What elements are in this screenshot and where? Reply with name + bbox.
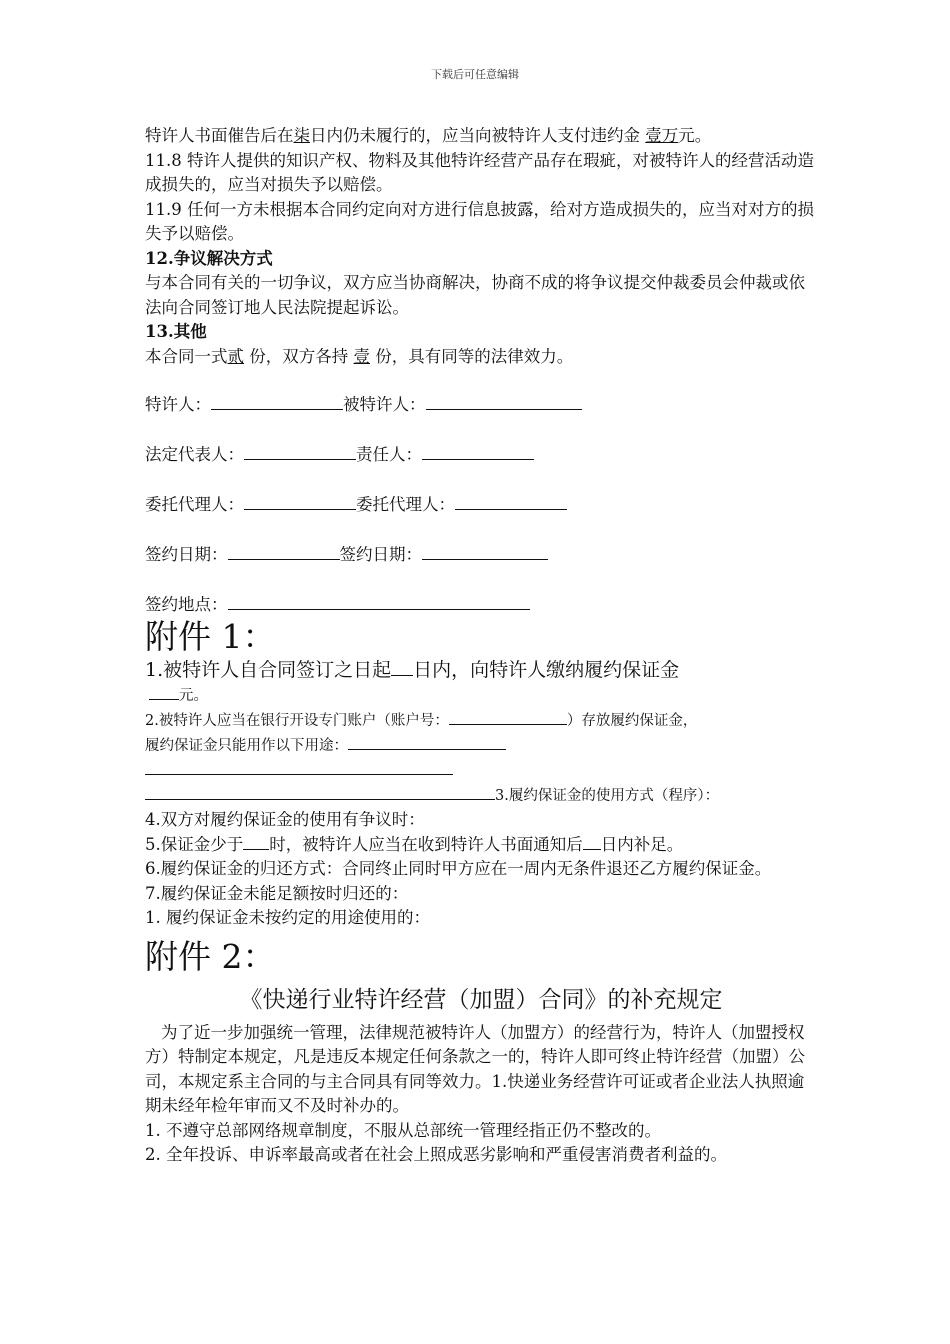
blank-line <box>391 659 413 676</box>
text: 日内，向特许人缴纳履约保证金 <box>413 659 680 681</box>
attachment-1-item-1-cont <box>145 683 817 708</box>
label: 法定代表人： <box>145 445 244 464</box>
section-13-heading: 13.其他 <box>145 322 207 341</box>
text: 5.保证金少于 <box>145 834 244 854</box>
text: 特许人书面催告后在 <box>145 126 294 145</box>
attachment-1-title: 附件 1： <box>145 617 276 656</box>
attachment-1-item-3 <box>145 783 817 808</box>
attachment-1-item-4: 4.双方对履约保证金的使用有争议时： <box>145 810 425 829</box>
section-12-heading: 12.争议解决方式 <box>145 248 273 268</box>
text: 日内仍未履行的，应当向被特许人支付违约金 <box>310 126 640 145</box>
label: 签约日期： <box>145 545 228 564</box>
blank-line <box>449 708 567 725</box>
blank-line <box>422 543 548 560</box>
text: 元。 <box>179 688 208 704</box>
signature-row-representatives <box>145 443 817 467</box>
blank-line <box>244 443 356 460</box>
days-value: 柒 <box>293 126 310 145</box>
blank-line <box>426 393 582 410</box>
clause-11-8: 11.8 特许人提供的知识产权、物料及其他特许经营产品存在瑕疵，对被特许人的经营活动造成损失的，应当对损失予以赔偿。 <box>145 150 814 194</box>
blank-line <box>145 758 453 775</box>
text: 日内补足。 <box>600 834 684 854</box>
label: 特许人： <box>145 395 211 414</box>
label: 委托代理人： <box>145 495 244 514</box>
attachment-1-item-5 <box>145 833 817 858</box>
attachment-1-item-1 <box>145 657 817 683</box>
attachment-2-title: 附件 2： <box>145 936 276 976</box>
blank-line <box>228 593 530 610</box>
label: 签约地点： <box>145 595 228 614</box>
label: 签约日期： <box>339 545 422 564</box>
blank-line <box>149 683 179 700</box>
attachment-1-item-7: 7.履约保证金未能足额按时归还的： <box>145 883 409 903</box>
blank-line <box>583 833 601 850</box>
signature-row-place <box>145 593 817 617</box>
blank-line <box>455 493 567 510</box>
signature-row-parties <box>145 393 817 417</box>
attachment-2-item-2: 2. 全年投诉、申诉率最高或者在社会上照成恶劣影响和严重侵害消费者利益的。 <box>145 1145 727 1164</box>
text: 2.被特许人应当在银行开设专门账户（账户号： <box>145 713 449 729</box>
page-header-watermark: 下载后可任意编辑 <box>431 68 519 81</box>
text: 3.履约保证金的使用方式（程序）： <box>495 788 720 804</box>
signature-row-agents <box>145 493 817 517</box>
copies-total: 贰 <box>227 346 244 366</box>
blank-line <box>145 783 495 800</box>
blank-line <box>228 543 340 560</box>
penalty-amount: 壹万 <box>645 126 679 145</box>
clause-11-9: 11.9 任何一方未根据本合同约定向对方进行信息披露，给对方造成损失的，应当对对方的损失予以赔偿。 <box>145 199 814 243</box>
attachment-2-paragraph: 为了近一步加强统一管理，法律规范被特许人（加盟方）的经营行为，特许人（加盟授权方）特制定本规定，凡是违反本规定任何条款之一的，特许人即可终止特许经营（加盟）公司，本规定系主合同的与主合同具有同等效力。1.快递业务经营许可证或者企业法人执照逾期未经年检年审而又不及时补办的。 <box>145 1022 805 1115</box>
blank-line <box>244 493 356 510</box>
label: 委托代理人： <box>356 495 455 514</box>
attachment-2-subtitle: 《快递行业特许经营（加盟）合同》的补充规定 <box>239 986 723 1013</box>
clause-12: 与本合同有关的一切争议，双方应当协商解决，协商不成的将争议提交仲裁委员会仲裁或依法向合同签订地人民法院提起诉讼。 <box>145 273 805 317</box>
signature-row-dates <box>145 543 817 567</box>
blank-line <box>422 443 534 460</box>
blank-line <box>211 393 343 410</box>
text: 份，具有同等的法律效力。 <box>375 346 574 366</box>
clause-13 <box>145 345 817 370</box>
text: 1.被特许人自合同签订之日起 <box>145 659 392 681</box>
attachment-1-item-6: 6.履约保证金的归还方式：合同终止同时甲方应在一周内无条件退还乙方履约保证金。 <box>145 859 772 878</box>
blank-line <box>348 733 506 750</box>
text: 份，双方各持 <box>249 346 349 366</box>
text: 本合同一式 <box>145 346 228 366</box>
clause-11-7-continued <box>145 124 817 149</box>
text: 元。 <box>678 126 712 145</box>
label: 被特许人： <box>343 395 426 414</box>
attachment-1-item-2 <box>145 708 817 733</box>
text: ）存放履约保证金， <box>566 713 698 729</box>
attachment-1-blank-line <box>145 758 817 783</box>
attachment-1-item-2-cont <box>145 733 817 758</box>
copies-each: 壹 <box>353 346 370 366</box>
text: 履约保证金只能用作以下用途： <box>145 738 348 754</box>
blank-line <box>243 833 269 850</box>
attachment-2-item-1: 1. 不遵守总部网络规章制度，不服从总部统一管理经指正仍不整改的。 <box>145 1120 661 1140</box>
label: 责任人： <box>356 445 422 464</box>
attachment-1-item-8: 1. 履约保证金未按约定的用途使用的： <box>145 908 430 927</box>
text: 时，被特许人应当在收到特许人书面通知后 <box>269 834 583 854</box>
document-body <box>145 124 817 1168</box>
